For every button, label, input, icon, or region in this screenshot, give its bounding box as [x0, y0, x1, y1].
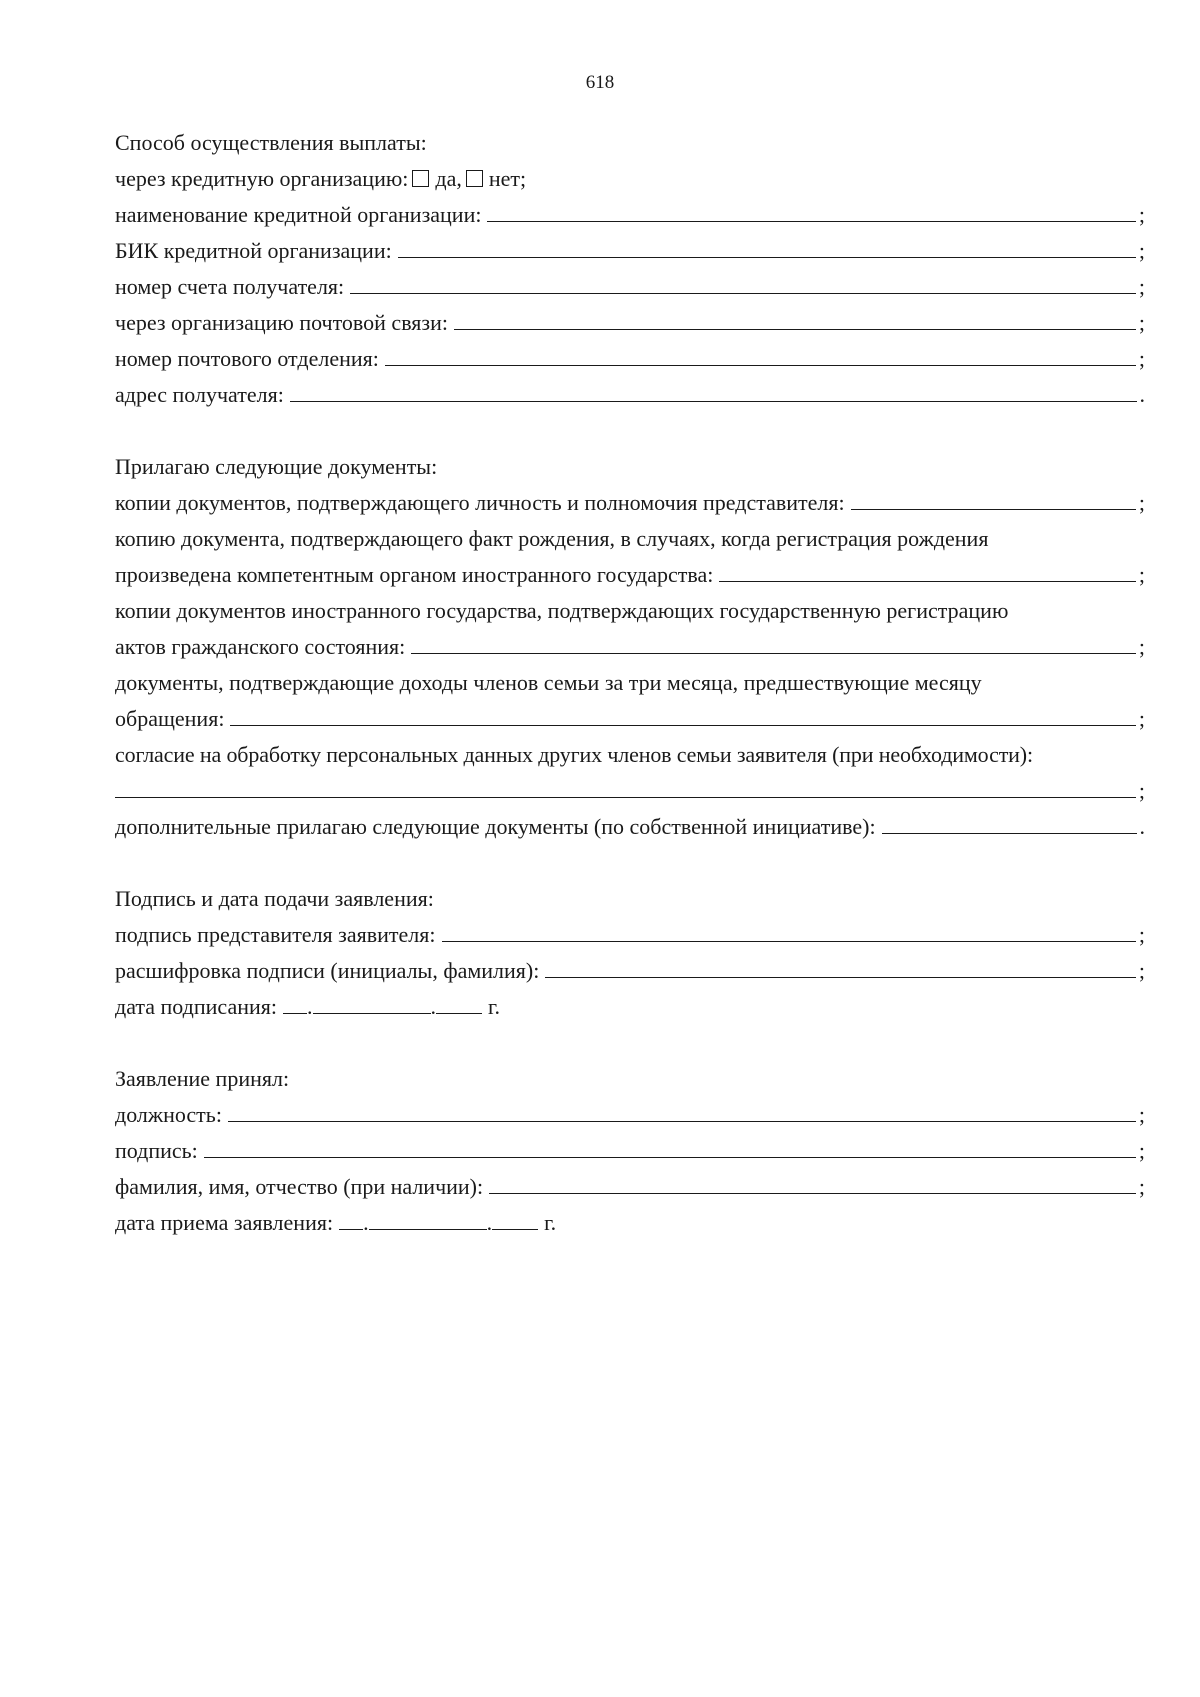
birth-row-2 [115, 557, 1145, 593]
representative-sign-row [115, 917, 1145, 953]
accepted-sign-row [115, 1133, 1145, 1169]
semicolon: ; [1138, 490, 1145, 515]
accept-date-year-field[interactable] [492, 1209, 538, 1230]
credit-org-name-field[interactable] [487, 201, 1135, 222]
checkbox-yes[interactable] [412, 170, 429, 187]
address-label: адрес получателя: [115, 382, 284, 407]
payment-heading-text: Способ осуществления выплаты: [115, 130, 427, 155]
post-office-row [115, 341, 1145, 377]
credit-org-choice [115, 161, 1145, 197]
account-label: номер счета получателя: [115, 274, 345, 299]
accept-date-row [115, 1205, 1145, 1241]
additional-row [115, 809, 1145, 845]
documents-heading [115, 449, 1145, 485]
foreign-field[interactable] [411, 633, 1136, 654]
accept-date-month-field[interactable] [369, 1209, 487, 1230]
birth-label-1: копию документа, подтверждающего факт рождения, в случаях, когда регистрация рождения [115, 526, 989, 551]
sign-date-month-field[interactable] [313, 993, 431, 1014]
consent-label: согласие на обработку персональных данных других членов семьи заявителя (при необходимости): [115, 742, 1033, 767]
semicolon: ; [1138, 202, 1145, 227]
semicolon: ; [1138, 706, 1145, 731]
post-label: через организацию почтовой связи: [115, 310, 448, 335]
semicolon: ; [1138, 562, 1145, 587]
sign-date-day-field[interactable] [283, 993, 307, 1014]
income-row-2 [115, 701, 1145, 737]
checkbox-yes-label: да, [435, 166, 462, 191]
birth-label-2: произведена компетентным органом иностранного государства: [115, 562, 714, 587]
consent-field-row [115, 773, 1145, 809]
page-number: 618 [585, 72, 615, 93]
dot: . [486, 1210, 493, 1235]
period: . [1139, 814, 1145, 839]
payment-heading [115, 125, 1145, 161]
income-label-1: документы, подтверждающие доходы членов семьи за три месяца, предшествующие месяцу [115, 670, 982, 695]
identity-copies-label: копии документов, подтверждающего личность и полномочия представителя: [115, 490, 845, 515]
semicolon: ; [1138, 1138, 1145, 1163]
post-field[interactable] [454, 309, 1136, 330]
accepted-sign-field[interactable] [204, 1137, 1136, 1158]
income-field[interactable] [230, 705, 1135, 726]
consent-field[interactable] [115, 777, 1136, 798]
semicolon: ; [1138, 922, 1145, 947]
post-office-label: номер почтового отделения: [115, 346, 379, 371]
year-suffix: г. [544, 1210, 557, 1235]
period: . [1139, 382, 1145, 407]
position-row [115, 1097, 1145, 1133]
bik-row [115, 233, 1145, 269]
birth-field[interactable] [719, 561, 1136, 582]
dot: . [430, 994, 436, 1019]
post-row [115, 305, 1145, 341]
accept-date-label: дата приема заявления: [115, 1210, 334, 1235]
income-row-1 [115, 665, 1145, 701]
additional-label: дополнительные прилагаю следующие документы (по собственной инициативе): [115, 814, 876, 839]
consent-row [115, 737, 1145, 773]
semicolon: ; [1138, 958, 1145, 983]
identity-copies-field[interactable] [851, 489, 1136, 510]
fio-row [115, 1169, 1145, 1205]
semicolon: ; [1138, 274, 1145, 299]
account-row [115, 269, 1145, 305]
sign-date-year-field[interactable] [436, 993, 482, 1014]
identity-copies-row [115, 485, 1145, 521]
foreign-label-1: копии документов иностранного государства, подтверждающих государственную регистрацию [115, 598, 1009, 623]
signature-heading-text: Подпись и дата подачи заявления: [115, 886, 434, 911]
accepted-sign-label: подпись: [115, 1138, 198, 1163]
credit-org-name-row [115, 197, 1145, 233]
income-label-2: обращения: [115, 706, 225, 731]
transcript-row [115, 953, 1145, 989]
year-suffix: г. [488, 994, 501, 1019]
bik-label: БИК кредитной организации: [115, 238, 392, 263]
semicolon: ; [1138, 310, 1145, 335]
fio-field[interactable] [489, 1173, 1136, 1194]
fio-label: фамилия, имя, отчество (при наличии): [115, 1174, 484, 1199]
position-label: должность: [115, 1102, 222, 1127]
position-field[interactable] [228, 1101, 1136, 1122]
accepted-heading-text: Заявление принял: [115, 1066, 290, 1091]
semicolon: ; [1138, 634, 1145, 659]
semicolon: ; [1138, 238, 1145, 263]
signature-heading [115, 881, 1145, 917]
account-field[interactable] [350, 273, 1136, 294]
foreign-row-2 [115, 629, 1145, 665]
semicolon: ; [1138, 1174, 1145, 1199]
semicolon: ; [1138, 346, 1145, 371]
documents-heading-text: Прилагаю следующие документы: [115, 454, 438, 479]
checkbox-no[interactable] [466, 170, 483, 187]
sign-date-label: дата подписания: [115, 994, 277, 1019]
checkbox-no-label: нет; [488, 166, 527, 191]
semicolon: ; [1138, 1102, 1145, 1127]
transcript-field[interactable] [545, 957, 1136, 978]
bik-field[interactable] [398, 237, 1136, 258]
foreign-label-2: актов гражданского состояния: [115, 634, 406, 659]
foreign-row-1 [115, 593, 1145, 629]
dot: . [307, 994, 313, 1019]
post-office-field[interactable] [385, 345, 1136, 366]
credit-org-label: через кредитную организацию: [115, 166, 409, 191]
sign-date-row [115, 989, 1145, 1025]
accept-date-day-field[interactable] [339, 1209, 363, 1230]
birth-row-1 [115, 521, 1145, 557]
semicolon: ; [1138, 778, 1145, 803]
representative-sign-field[interactable] [442, 921, 1136, 942]
address-field[interactable] [290, 381, 1137, 402]
representative-sign-label: подпись представителя заявителя: [115, 922, 436, 947]
accepted-heading [115, 1061, 1145, 1097]
dot: . [363, 1210, 369, 1235]
application-form [115, 125, 1145, 1241]
additional-field[interactable] [882, 813, 1137, 834]
credit-org-name-label: наименование кредитной организации: [115, 202, 482, 227]
transcript-label: расшифровка подписи (инициалы, фамилия): [115, 958, 540, 983]
address-row [115, 377, 1145, 413]
